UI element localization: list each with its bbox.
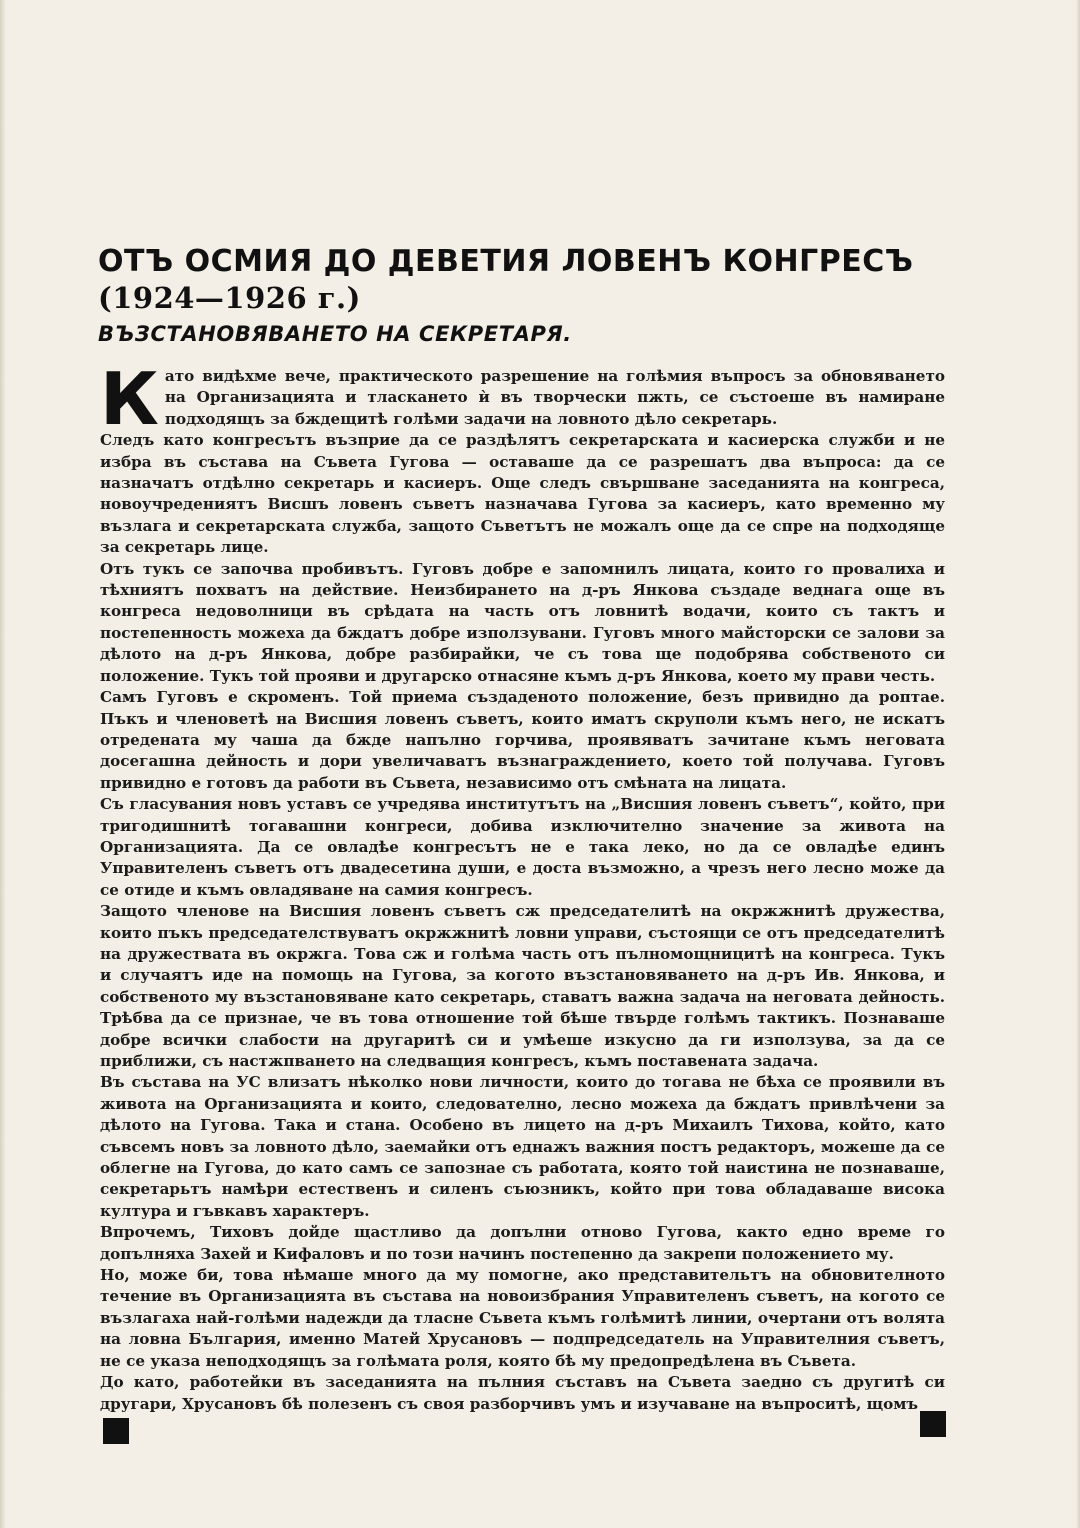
paragraph-1 [100, 357, 945, 441]
paragraph-5: Съ гласувания новъ уставъ се учредява институтътъ на „Висшия ловенъ съветъ“, който, при тригодишнитѣ тогавашни конгреси, добива изключително значение за живота на Организацията. Да се овладѣе конгресътъ не е така леко, но да се овладѣе единъ Управителенъ съветъ отъ двадесетина души, е доста възможно, а чрезъ него лесно може да се отиде и къмъ овладяване на самия конгресъ. [100, 795, 945, 899]
paragraph-4: Самъ Гуговъ е скроменъ. Той приема създаденото положение, безъ привидно да роптае. Пъкъ и членоветѣ на Висшия ловенъ съветъ, които иматъ скруполи къмъ него, не искатъ отредената му чаша да бжде напълно горчива, проявяватъ зачитане къмъ неговата досегашна дейность и дори увеличаватъ възнаграждението, което той получава. Гуговъ привидно е готовъ да работи въ Съвета, независимо отъ смѣната на лицата. [100, 688, 945, 792]
drop-cap: К [100, 357, 159, 441]
print-marker-left [103, 1418, 129, 1444]
article-title [98, 244, 998, 316]
paragraph-6: Защото членове на Висшия ловенъ съветъ сж председателитѣ на окржжнитѣ дружества, които пъкъ председателствуватъ окржжнитѣ ловни управи, състоящи се отъ председателитѣ на дружествата въ окржга. Това сж и голѣма часть отъ пълномощницитѣ на конгреса. Тукъ и случаятъ иде на помощь на Гугова, за когото възстановяването на д-ръ Ив. Янкова, и собственото му възстановяване като секретарь, ставатъ важна задача на неговата дейность. Трѣбва да се признае, че въ това отношение той бѣше твърде голѣмъ тактикъ. Познаваше добре всички слабости на другаритѣ си и умѣеше изкусно да ги използува, за да се приближи, съ настжпването на следващия конгресъ, къмъ поставената задача. [100, 902, 945, 1070]
paragraph-3: Отъ тукъ се започва пробивътъ. Гуговъ добре е запомнилъ лицата, които го провалиха и тѣхниятъ похватъ на действие. Неизбирането на д-ръ Янкова създаде веднага още въ конгреса недоволници въ срѣдата на часть отъ ловнитѣ водачи, които съ тактъ и постепенность можеха да бждатъ добре използувани. Гуговъ много майсторски се залови за дѣлото на д-ръ Янкова, добре разбирайки, че съ това ще подобрява собственото си положение. Тукъ той прояви и другарско отнасяне къмъ д-ръ Янкова, което му прави честь. [100, 559, 945, 685]
paragraph-8: Впрочемъ, Тиховъ дойде щастливо да допълни отново Гугова, както едно време го допълняха Захей и Кифаловъ и по този начинъ постепенно да закрепи положението му. [100, 1223, 945, 1263]
paragraph-1-text: ато видѣхме вече, практическото разрешение на голѣмия въпросъ за обновяването на Организацията и тласкането ѝ въ творчески пжть, се състоеше въ намиране подходящъ за бждещитѣ голѣми задачи на ловното дѣло секретарь. [164, 367, 945, 428]
paragraph-2: Следъ като конгресътъ възприе да се раздѣлятъ секретарската и касиерска служби и не избра въ състава на Съвета Гугова — оставаше да се разрешатъ два въпроса: да се назначатъ отдѣлно секретарь и касиеръ. Още следъ свършване заседанията на конгреса, новоучредениятъ Висшъ ловенъ съветъ назначава Гугова за касиеръ, като временно му възлага и секретарската служба, защото Съветътъ не можалъ още да се спре на подходяще за секретарь лице. [100, 431, 945, 557]
article-body [100, 357, 945, 1415]
paragraph-7: Въ състава на УС влизатъ нѣколко нови личности, които до тогава не бѣха се проявили въ живота на Организацията и които, следователно, лесно можеха да бждатъ привлѣчени за дѣлото на Гугова. Така и стана. Особено въ лицето на д-ръ Михаилъ Тихова, който, като съвсемъ новъ за ловното дѣло, заемайки отъ еднажъ важния постъ редакторъ, можеше да се облегне на Гугова, до като самъ се запознае съ работата, която той наистина не познаваше, секретарьтъ намѣри естественъ и силенъ съюзникъ, който при това обладаваше висока култура и гъвкавъ характеръ. [100, 1073, 945, 1220]
page-edge-left [0, 0, 6, 1528]
print-marker-right [920, 1411, 946, 1437]
paragraph-9: Но, може би, това нѣмаше много да му помогне, ако представительтъ на обновителното течение въ Организацията въ състава на новоизбрания Управителенъ съветъ, на когото се възлагаха най-голѣми надежди да тласне Съвета къмъ голѣмитѣ линии, очертани отъ волята на ловна България, именно Матей Хрусановъ — подпредседатель на Управителния съветъ, не се указа неподходящъ за голѣмата роля, която бѣ му предопредѣлена въ Съвета. [100, 1266, 945, 1370]
title-line-2: (1924—1926 г.) [98, 281, 361, 315]
page-edge-right [1076, 0, 1080, 1528]
article-subtitle: ВЪЗСТАНОВЯВАНЕТО НА СЕКРЕТАРЯ. [98, 322, 572, 346]
paragraph-10: До като, работейки въ заседанията на пълния съставъ на Съвета заедно съ другитѣ си другари, Хрусановъ бѣ полезенъ съ своя разборчивъ умъ и изучаване на въпроситѣ, щомъ [100, 1373, 945, 1413]
title-line-1: ОТЪ ОСМИЯ ДО ДЕВЕТИЯ ЛОВЕНЪ КОНГРЕСЪ [98, 244, 914, 279]
